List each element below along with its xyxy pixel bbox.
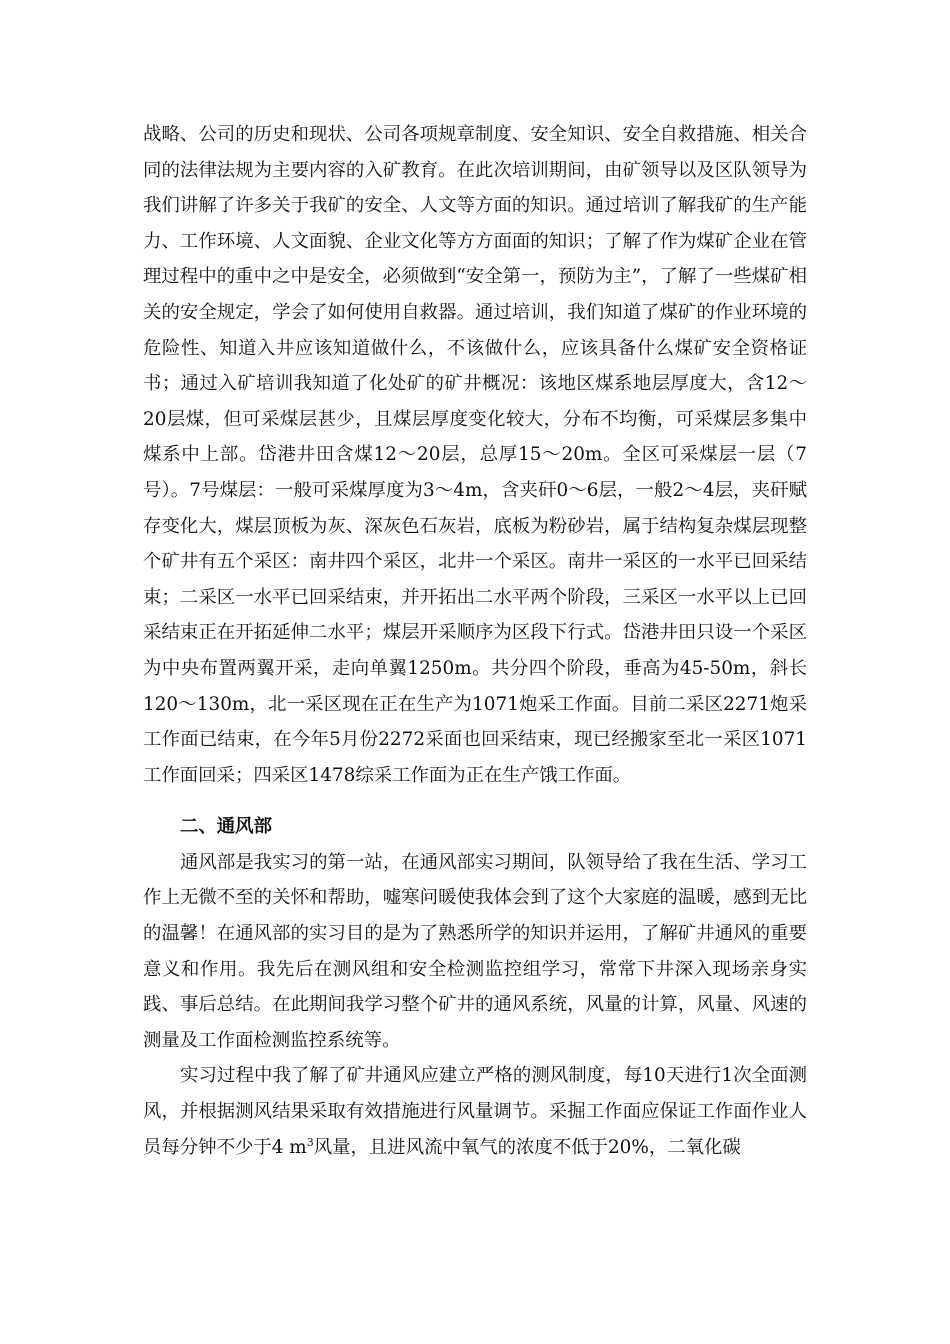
cubic-unit-superscript: 3 <box>306 1135 314 1149</box>
paragraph-text-part: 实习过程中我了解了矿井通风应建立严格的测风制度，每10天进行1次全面测风，并根据测风结果采取有效措施进行风量调节。采掘工作面应保证工作面作业人员每分钟不少于4 m <box>143 1065 807 1158</box>
document-page <box>143 117 807 1165</box>
body-paragraph-ventilation-measurement <box>143 1058 807 1165</box>
paragraph-text-part: 风量，且进风流中氧气的浓度不低于20%，二氧化碳 <box>313 1136 741 1158</box>
section-heading-ventilation: 二、通风部 <box>180 816 272 838</box>
body-paragraph-mine-overview: 战略、公司的历史和现状、公司各项规章制度、安全知识、安全自救措施、相关合同的法律法规为主要内容的入矿教育。在此次培训期间，由矿领导以及区队领导为我们讲解了许多关于我矿的安全、人文等方面的知识。通过培训了解我矿的生产能力、工作环境、人文面貌、企业文化等方方面面的知识；了解了作为煤矿企业在管理过程中的重中之中是安全，必须做到“安全第一，预防为主”，了解了一些煤矿相关的安全规定，学会了如何使用自救器。通过培训，我们知道了煤矿的作业环境的危险性、知道入井应该知道做什么，不该做什么，应该具备什么煤矿安全资格证书；通过入矿培训我知道了化处矿的矿井概况：该地区煤系地层厚度大，含12～20层煤，但可采煤层甚少，且煤层厚度变化较大，分布不均衡，可采煤层多集中煤系中上部。岱港井田含煤12～20层，总厚15～20m。全区可采煤层一层（7号）。7号煤层：一般可采煤厚度为3～4m，含夹矸0～6层，一般2～4层，夹矸赋存变化大，煤层顶板为灰、深灰色石灰岩，底板为粉砂岩，属于结构复杂煤层现整个矿井有五个采区：南井四个采区，北井一个采区。南井一采区的一水平已回采结束；二采区一水平已回采结束，并开拓出二水平两个阶段，三采区一水平以上已回采结束正在开拓延伸二水平；煤层开采顺序为区段下行式。岱港井田只设一个采区为中央布置两翼开采，走向单翼1250m。共分四个阶段，垂高为45-50m，斜长120～130m，北一采区现在正在生产为1071炮采工作面。目前二采区2271炮采工作面已结束，在今年5月份2272采面也回采结束，现已经搬家至北一采区1071工作面回采；四采区1478综采工作面为正在生产饿工作面。 <box>143 124 807 786</box>
body-paragraph-ventilation-intro: 通风部是我实习的第一站，在通风部实习期间，队领导给了我在生活、学习工作上无微不至的关怀和帮助，嘘寒问暖使我体会到了这个大家庭的温暖，感到无比的温馨！在通风部的实习目的是为了熟悉所学的知识并运用，了解矿井通风的重要意义和作用。我先后在测风组和安全检测监控组学习，常常下井深入现场亲身实践、事后总结。在此期间我学习整个矿井的通风系统，风量的计算，风量、风速的测量及工作面检测监控系统等。 <box>143 851 807 1051</box>
